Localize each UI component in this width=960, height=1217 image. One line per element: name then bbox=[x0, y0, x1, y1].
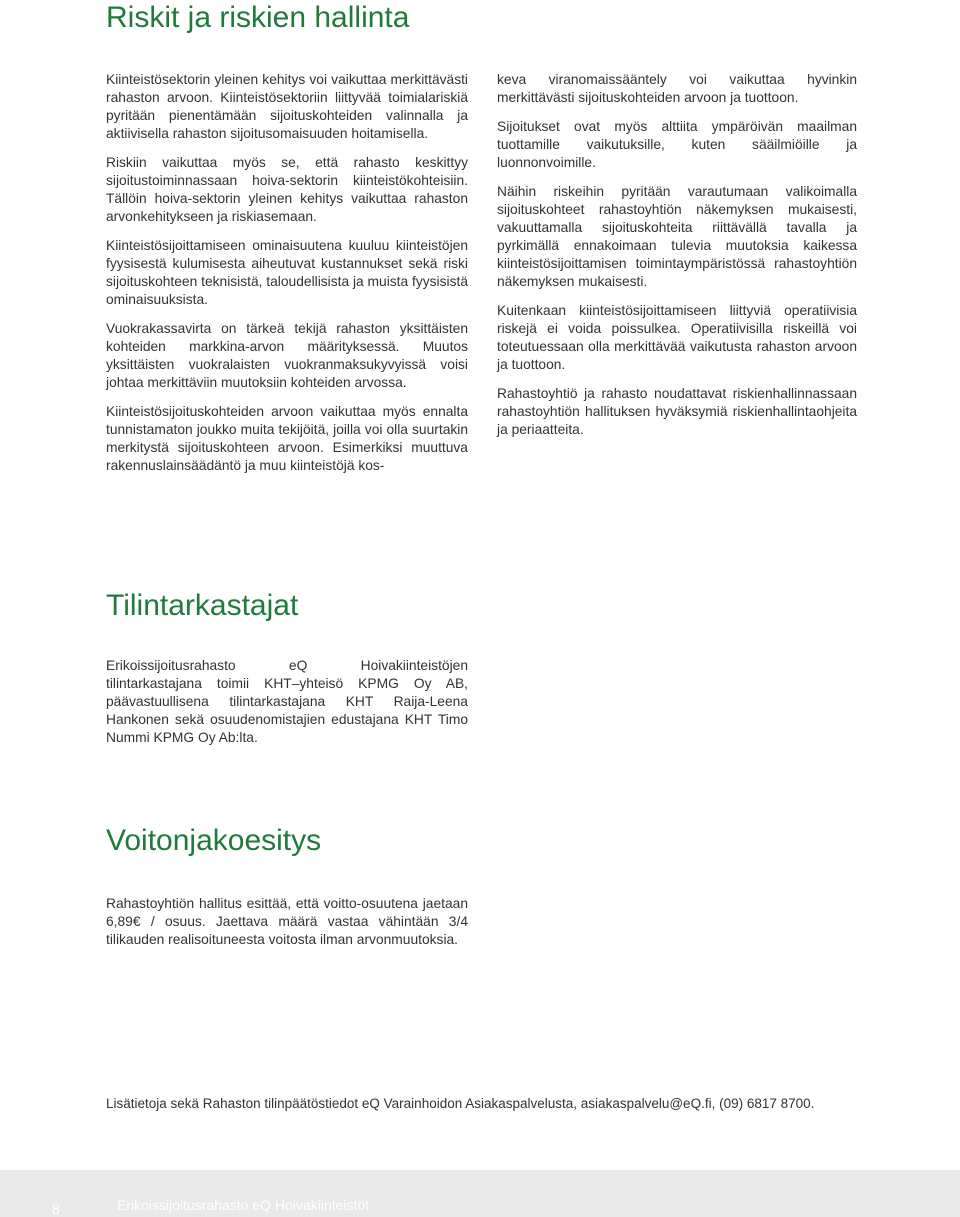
paragraph: Vuokrakassavirta on tärkeä tekijä rahaston yksittäisten kohteiden markkina-arvon määrityksessä. Muutos yksittäisten vuokralaisten vuokranmaksukyvyissä voisi johtaa merkittäviin muutoksiin kohteiden arvossa. bbox=[106, 321, 468, 390]
paragraph: Sijoitukset ovat myös alttiita ympäröivän maailman tuottamille vaikutuksille, kuten sääilmiöille ja luonnonvoimille. bbox=[497, 119, 857, 170]
profit-distribution-body bbox=[106, 895, 468, 960]
risks-right-column bbox=[497, 71, 857, 450]
page-number: 8 bbox=[52, 1201, 60, 1217]
paragraph: Kiinteistösijoittamiseen ominaisuutena kuuluu kiinteistöjen fyysisestä kulumisesta aiheutuvat kustannukset sekä riski sijoituskohteen teknisistä, taloudellisista ja muista fyysisistä ominaisuuksista. bbox=[106, 238, 468, 307]
auditors-body bbox=[106, 657, 468, 758]
paragraph: Riskiin vaikuttaa myös se, että rahasto keskittyy sijoitustoiminnassaan hoiva-sektorin kiinteistökohteisiin. Tällöin hoiva-sektorin yleinen kehitys vaikuttaa rahaston arvonkehitykseen ja riskiasemaan. bbox=[106, 155, 468, 224]
risks-left-column bbox=[106, 71, 468, 486]
paragraph: Näihin riskeihin pyritään varautumaan valikoimalla sijoituskohteet rahastoyhtiön näkemyksen mukaisesti, vakuuttamalla sijoituskohteita riittävällä tavalla ja pyrkimällä ennakoimaan tulevia muutoksia kaikessa kiinteistösijoittamisen toimintaympäristössä rahastoyhtiön näkemyksen mukaisesti. bbox=[497, 184, 857, 289]
paragraph: Kuitenkaan kiinteistösijoittamiseen liittyviä operatiivisia riskejä ei voida poissulkea. Operatiivisilla riskeillä voi toteutuessaan olla merkittävää vaikutusta rahaston arvoon ja tuottoon. bbox=[497, 303, 857, 372]
contact-info: Lisätietoja sekä Rahaston tilinpäätöstiedot eQ Varainhoidon Asiakaspalvelusta, asiakaspalvelu@eQ.fi, (09) 6817 8700. bbox=[106, 1096, 815, 1111]
profit-distribution-heading: Voitonjakoesitys bbox=[106, 824, 322, 857]
paragraph: Kiinteistösektorin yleinen kehitys voi vaikuttaa merkittävästi rahaston arvoon. Kiinteistösektoriin liittyvää toimialariskiä pyritään pienentämään sijoituskohteiden valinnalla ja aktiivisella rahaston sijoitusomaisuuden hoitamisella. bbox=[106, 72, 468, 141]
paragraph: Rahastoyhtiön hallitus esittää, että voitto-osuutena jaetaan 6,89€ / osuus. Jaettava määrä vastaa vähintään 3/4 tilikauden realisoituneesta voitosta ilman arvonmuutoksia. bbox=[106, 896, 468, 947]
auditors-heading: Tilintarkastajat bbox=[106, 589, 299, 622]
paragraph: keva viranomaissääntely voi vaikuttaa hyvinkin merkittävästi sijoituskohteiden arvoon ja tuottoon. bbox=[497, 72, 857, 105]
risks-heading: Riskit ja riskien hallinta bbox=[106, 1, 410, 34]
page-footer bbox=[0, 1170, 960, 1217]
paragraph: Kiinteistösijoituskohteiden arvoon vaikuttaa myös ennalta tunnistamaton joukko muita tekijöitä, joilla voi olla suurtakin merkitystä sijoituskohteen arvoon. Esimerkiksi muuttuva rakennuslainsäädäntö ja muu kiinteistöjä kos- bbox=[106, 404, 468, 473]
footer-title: Erikoissijoitusrahasto eQ Hoivakiinteistöt bbox=[117, 1197, 370, 1213]
paragraph: Erikoissijoitusrahasto eQ Hoivakiinteistöjen tilintarkastajana toimii KHT–yhteisö KPMG Oy AB, päävastuullisena tilintarkastajana KHT Raija-Leena Hankonen sekä osuudenomistajien edustajana KHT Timo Nummi KPMG Oy Ab:lta. bbox=[106, 658, 468, 745]
paragraph: Rahastoyhtiö ja rahasto noudattavat riskienhallinnassaan rahastoyhtiön hallituksen hyväksymiä riskienhallintaohjeita ja periaatteita. bbox=[497, 386, 857, 437]
